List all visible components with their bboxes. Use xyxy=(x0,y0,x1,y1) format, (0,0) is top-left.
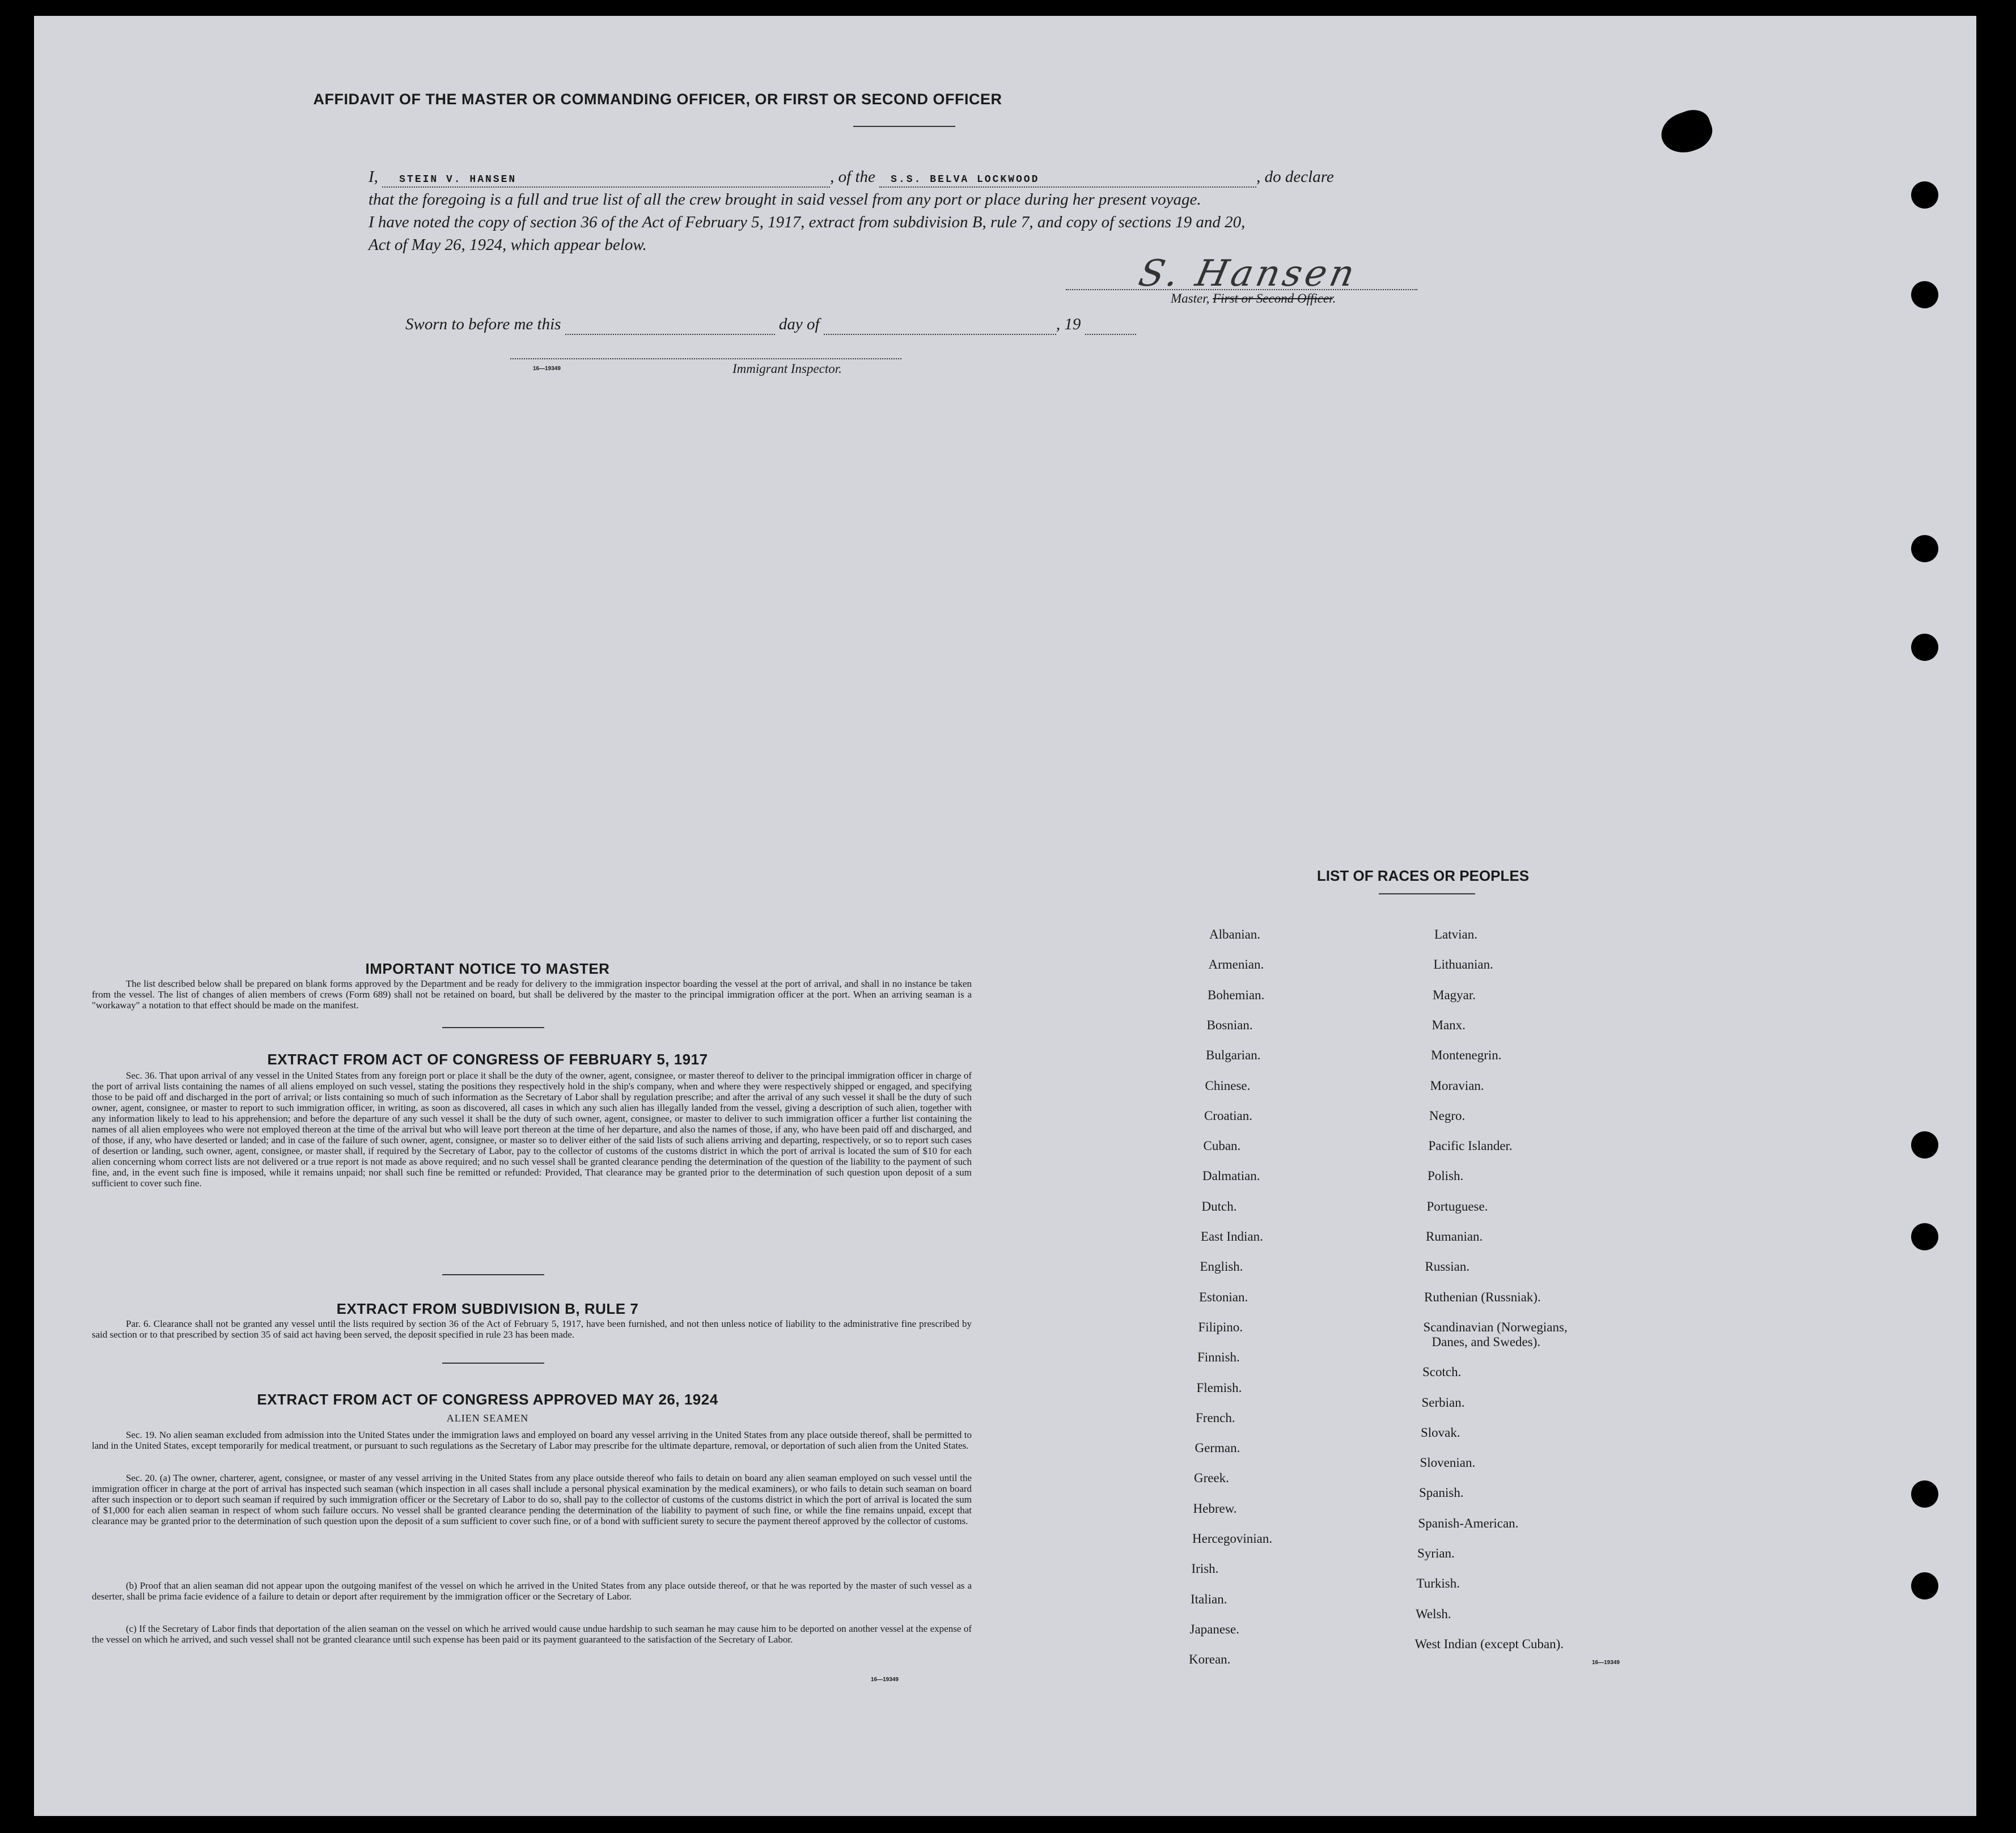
affidavit-line-2: that the foregoing is a full and true list of all the crew brought in said vessel from any port or place during her present voyage. xyxy=(369,190,1201,209)
race-item: Slovak. xyxy=(1421,1425,1460,1440)
rule-7-rule xyxy=(442,1363,544,1364)
race-item: Chinese. xyxy=(1205,1078,1251,1093)
binder-hole xyxy=(1911,181,1938,209)
vessel-name: S.S. BELVA LOCKWOOD xyxy=(891,174,1040,185)
race-item: Montenegrin. xyxy=(1431,1048,1502,1063)
sworn-year-field xyxy=(1085,315,1136,335)
inspector-line xyxy=(510,358,901,359)
race-item: Manx. xyxy=(1431,1017,1466,1032)
act-1924-sec20c: (c) If the Secretary of Labor finds that deportation of the alien seaman on the vessel on which he arrived would cause undue hardship to such seaman he may cause him to be deported on another vessel at the expense of the vessel on which he arrived, and such vessel shall not be granted clearance until such expense has been paid or its payment guaranteed to the satisfaction of the Secretary of Labor. xyxy=(92,1623,972,1645)
binder-hole xyxy=(1911,1480,1938,1508)
affidavit-prefix: I, xyxy=(369,168,378,186)
declare-label: , do declare xyxy=(1256,168,1334,186)
race-item: East Indian. xyxy=(1201,1229,1263,1244)
ink-blot xyxy=(1656,105,1718,160)
race-item: Finnish. xyxy=(1197,1350,1240,1365)
race-item: Cuban. xyxy=(1203,1139,1241,1153)
race-item: Bulgarian. xyxy=(1206,1048,1261,1063)
race-item: Croatian. xyxy=(1204,1108,1252,1123)
race-item: Albanian. xyxy=(1209,927,1261,941)
affidavit-title: AFFIDAVIT OF THE MASTER OR COMMANDING OFFICER, OR FIRST OR SECOND OFFICER xyxy=(313,91,1002,108)
race-item: Flemish. xyxy=(1196,1380,1242,1395)
act-1917-rule xyxy=(442,1274,544,1275)
binder-hole xyxy=(1911,535,1938,562)
race-item: Magyar. xyxy=(1433,987,1476,1002)
master-signature: S. Hansen xyxy=(1135,253,1362,295)
races-title: LIST OF RACES OR PEOPLES xyxy=(1316,867,1530,884)
race-item: Bosnian. xyxy=(1206,1017,1253,1032)
notice-title: IMPORTANT NOTICE TO MASTER xyxy=(365,960,610,977)
binder-hole xyxy=(1911,281,1938,308)
title-underline xyxy=(853,126,955,127)
master-word: Master, xyxy=(1171,291,1210,306)
race-item: Latvian. xyxy=(1434,927,1477,941)
race-item: French. xyxy=(1196,1410,1235,1425)
race-item: Armenian. xyxy=(1208,957,1264,972)
notice-rule xyxy=(442,1027,544,1028)
sworn-prefix: Sworn to before me this xyxy=(405,315,561,333)
race-item: West Indian (except Cuban). xyxy=(1414,1636,1564,1651)
race-item: Slovenian. xyxy=(1420,1456,1476,1470)
act-1917-text: Sec. 36. That upon arrival of any vessel in the United States from any foreign port or place it shall be the duty of the owner, agent, consignee, or master thereof to deliver to the principal immigration officer in charge of the port of arrival lists containing the names of all aliens employed on such vessel, stating the positions they respectively hold in the ship's company, when and where they were respectively shipped or engaged, and specifying those to be paid off and discharged in the port of arrival; or lists containing so much of such information as the Secretary of Labor shall by regulation prescribe; and after the arrival of any such vessel it shall be the duty of such owner, agent, consignee, or master to report to such immigration officer, in writing, as soon as discovered, all cases in which any such alien has illegally landed from the vessel, giving a description of such alien, together with any information likely to lead to his apprehension; and before the departure of any such vessel it shall be the duty of such owner, agent, consignee, or master to deliver to such immigration officer a further list containing the names of all alien employees who were not employed thereon at the time of the arrival but who will leave port thereon at the time of her departure, and also the names of those, if any, who have been paid off and discharged, and of those, if any, who have deserted or landed; and in case of the failure of such owner, agent, consignee, or master so to deliver either of the said lists of such aliens arriving and departing, respectively, or so to report such cases of desertion or landing, such owner, agent, consignee, or master shall, if required by the Secretary of Labor, pay to the collector of customs of the customs district in which the port of arrival is located the sum of $10 for each alien concerning whom correct lists are not delivered or a true report is not made as above required; and no such vessel shall be granted clearance pending the determination of the question of the liability to the payment of such fine, and, in the event such fine is imposed, while it remains unpaid; nor shall such fine be remitted or refunded: Provided, That clearance may be granted prior to the determination of such question upon deposit of a sum sufficient to cover such fine. xyxy=(92,1070,972,1189)
race-item: German. xyxy=(1195,1441,1240,1456)
act-1924-form-code: 16—19349 xyxy=(871,1677,899,1683)
races-form-code: 16—19349 xyxy=(1592,1660,1620,1666)
document-page xyxy=(34,16,1976,1816)
rule-7-text: Par. 6. Clearance shall not be granted any vessel until the lists required by section 36 of the Act of February 5, 1917, have been furnished, and not then unless notice of liability to the administrative fine prescribed by said section or to that prescribed by section 35 of said act having been served, the deposit specified in rule 23 has been made. xyxy=(92,1318,972,1340)
race-item: Greek. xyxy=(1194,1471,1229,1486)
race-item: Scandinavian (Norwegians, xyxy=(1423,1319,1568,1334)
race-item: Dutch. xyxy=(1201,1199,1237,1213)
race-item: Welsh. xyxy=(1416,1606,1451,1621)
race-item: Hercegovinian. xyxy=(1192,1531,1273,1546)
binder-hole xyxy=(1911,1131,1938,1159)
officer-name: STEIN V. HANSEN xyxy=(399,174,517,185)
year-label: , 19 xyxy=(1056,315,1081,333)
affidavit-line-1 xyxy=(369,168,1334,188)
sworn-day-field xyxy=(565,315,775,335)
race-item: Syrian. xyxy=(1417,1546,1455,1560)
sworn-line xyxy=(405,315,1136,335)
race-item: Spanish-American. xyxy=(1418,1516,1519,1530)
race-item: Korean. xyxy=(1189,1652,1231,1667)
vessel-name-field xyxy=(879,168,1256,188)
affidavit-form-code: 16—19349 xyxy=(533,366,561,372)
race-item: Russian. xyxy=(1425,1259,1470,1274)
race-item: Estonian. xyxy=(1199,1289,1248,1304)
master-label: Master, First or Second Officer. xyxy=(1171,291,1336,306)
race-item: Moravian. xyxy=(1430,1078,1484,1093)
struck-officer-label: First or Second Officer xyxy=(1213,291,1333,306)
binder-hole xyxy=(1911,1223,1938,1250)
race-item: English. xyxy=(1200,1259,1243,1274)
race-item: Rumanian. xyxy=(1426,1229,1483,1244)
act-1924-sec20a: Sec. 20. (a) The owner, charterer, agent, consignee, or master of any vessel arriving in the United States from any place outside thereof who fails to detain on board any alien seaman employed on such vessel until the immigration officer in charge at the port of arrival has inspected such seaman (which inspection in all cases shall include a personal physical examination by the medical examiners), or who fails to detain such seaman on board after such inspection or to deport such seaman if required by such immigration officer or the Secretary of Labor to do so, shall pay to the collector of customs of the customs district in which the port of arrival is located the sum of $1,000 for each alien seaman in respect of whom such failure occurs. No vessel shall be granted clearance pending the determination of the liability to payment of such fine, or while the fine remains unpaid, except that clearance may be granted prior to the determination of such question upon the deposit of a sum sufficient to cover such fine, or of a bond with sufficient surety to secure the payment thereof approved by the collector of customs. xyxy=(92,1473,972,1526)
affidavit-line-3: I have noted the copy of section 36 of the Act of February 5, 1917, extract from subdivision B, rule 7, and copy of sections 19 and 20, xyxy=(369,213,1246,231)
inspector-label: Immigrant Inspector. xyxy=(732,362,842,376)
notice-text: The list described below shall be prepared on blank forms approved by the Department and be ready for delivery to the immigration inspector boarding the vessel at the port of arrival, and shall in no instance be taken from the vessel. The list of changes of alien members of crews (Form 689) shall not be retained on board, but shall be delivered by the master to the principal immigration officer at the port. When an arriving seaman is a "workaway" a notation to that effect should be made on the manifest. xyxy=(92,978,972,1011)
act-1924-sec20b: (b) Proof that an alien seaman did not appear upon the outgoing manifest of the vessel on which he arrived in the United States from any place outside thereof, or that he was reported by the master of such vessel as a deserter, shall be prima facie evidence of a failure to detain or deport after requirement by the immigration officer or the Secretary of Labor. xyxy=(92,1580,972,1602)
race-item: Polish. xyxy=(1428,1169,1464,1183)
races-rule xyxy=(1379,893,1475,894)
race-item: Danes, and Swedes). xyxy=(1431,1334,1541,1349)
officer-name-field xyxy=(382,168,830,188)
race-item: Irish. xyxy=(1191,1562,1219,1576)
race-item: Negro. xyxy=(1429,1108,1466,1123)
race-item: Japanese. xyxy=(1189,1622,1239,1636)
day-of-label: day of xyxy=(778,315,820,333)
race-item: Pacific Islander. xyxy=(1428,1139,1513,1153)
race-item: Scotch. xyxy=(1422,1365,1462,1380)
affidavit-line-4: Act of May 26, 1924, which appear below. xyxy=(369,236,647,254)
binder-hole xyxy=(1911,634,1938,661)
act-1924-sec19: Sec. 19. No alien seaman excluded from admission into the United States under the immigration laws and employed on board any vessel arriving in the United States from any place outside thereof, shall be permitted to land in the United States, except temporarily for medical treatment, or pursuant to such regulations as the Secretary of Labor may prescribe for the ultimate departure, removal, or deportation of such alien from the United States. xyxy=(92,1429,972,1451)
race-item: Turkish. xyxy=(1416,1576,1460,1591)
race-item: Italian. xyxy=(1191,1592,1227,1606)
race-item: Filipino. xyxy=(1198,1319,1243,1334)
alien-seamen-subtitle: ALIEN SEAMEN xyxy=(446,1412,529,1424)
race-item: Bohemian. xyxy=(1208,987,1265,1002)
rule-7-title: EXTRACT FROM SUBDIVISION B, RULE 7 xyxy=(336,1300,639,1317)
race-item: Portuguese. xyxy=(1426,1199,1488,1213)
act-1924-title: EXTRACT FROM ACT OF CONGRESS APPROVED MAY 26, 1924 xyxy=(257,1391,718,1408)
race-item: Spanish. xyxy=(1419,1486,1464,1500)
race-item: Hebrew. xyxy=(1193,1501,1237,1516)
race-item: Ruthenian (Russniak). xyxy=(1424,1289,1541,1304)
race-item: Dalmatian. xyxy=(1202,1169,1260,1183)
act-1917-title: EXTRACT FROM ACT OF CONGRESS OF FEBRUARY 5, 1917 xyxy=(267,1051,708,1068)
sworn-month-field xyxy=(824,315,1056,335)
race-item: Serbian. xyxy=(1421,1395,1465,1410)
race-item: Lithuanian. xyxy=(1433,957,1493,972)
binder-hole xyxy=(1911,1572,1938,1599)
of-the-label: , of the xyxy=(830,168,875,186)
